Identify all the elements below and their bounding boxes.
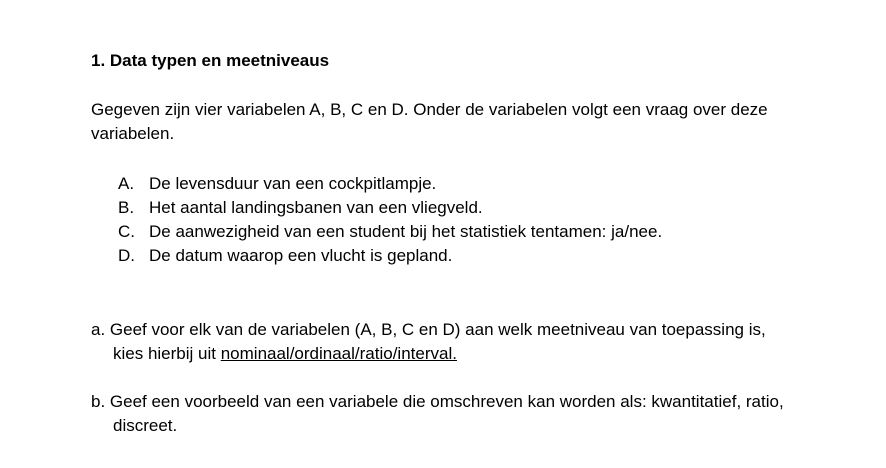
intro-line-1: Gegeven zijn vier variabelen A, B, C en D. Onder de variabelen volgt een vraag over deze	[91, 100, 768, 119]
question-b-line-1: b. Geef een voorbeeld van een variabele die omschreven kan worden als: kwantitatief, ratio,	[91, 392, 784, 411]
list-item-letter: D.	[118, 246, 135, 265]
intro-line-2: variabelen.	[91, 124, 175, 143]
question-a-line-1: a. Geef voor elk van de variabelen (A, B, C en D) aan welk meetniveau van toepassing is,	[91, 320, 766, 339]
list-item-letter: B.	[118, 198, 135, 217]
question-a	[91, 318, 851, 366]
list-item-letter: A.	[118, 174, 135, 193]
question-b	[91, 390, 851, 438]
question-a-prefix: kies hierbij uit	[113, 344, 221, 363]
list-item-letter: C.	[118, 222, 135, 241]
variable-list	[118, 172, 662, 268]
list-item	[118, 220, 662, 244]
question-b-line-2: discreet.	[113, 416, 178, 435]
list-item-text: De aanwezigheid van een student bij het statistiek tentamen: ja/nee.	[149, 222, 663, 241]
list-item-text: De levensduur van een cockpitlampje.	[149, 174, 437, 193]
list-item-text: Het aantal landingsbanen van een vliegveld.	[149, 198, 483, 217]
list-item	[118, 172, 662, 196]
measurement-levels-underlined: nominaal/ordinaal/ratio/interval.	[220, 344, 457, 363]
question-a-line-2	[91, 342, 851, 366]
list-item	[118, 244, 662, 268]
intro-paragraph	[91, 98, 831, 146]
list-item	[118, 196, 662, 220]
section-heading: 1. Data typen en meetniveaus	[91, 51, 330, 70]
list-item-text: De datum waarop een vlucht is gepland.	[149, 246, 453, 265]
